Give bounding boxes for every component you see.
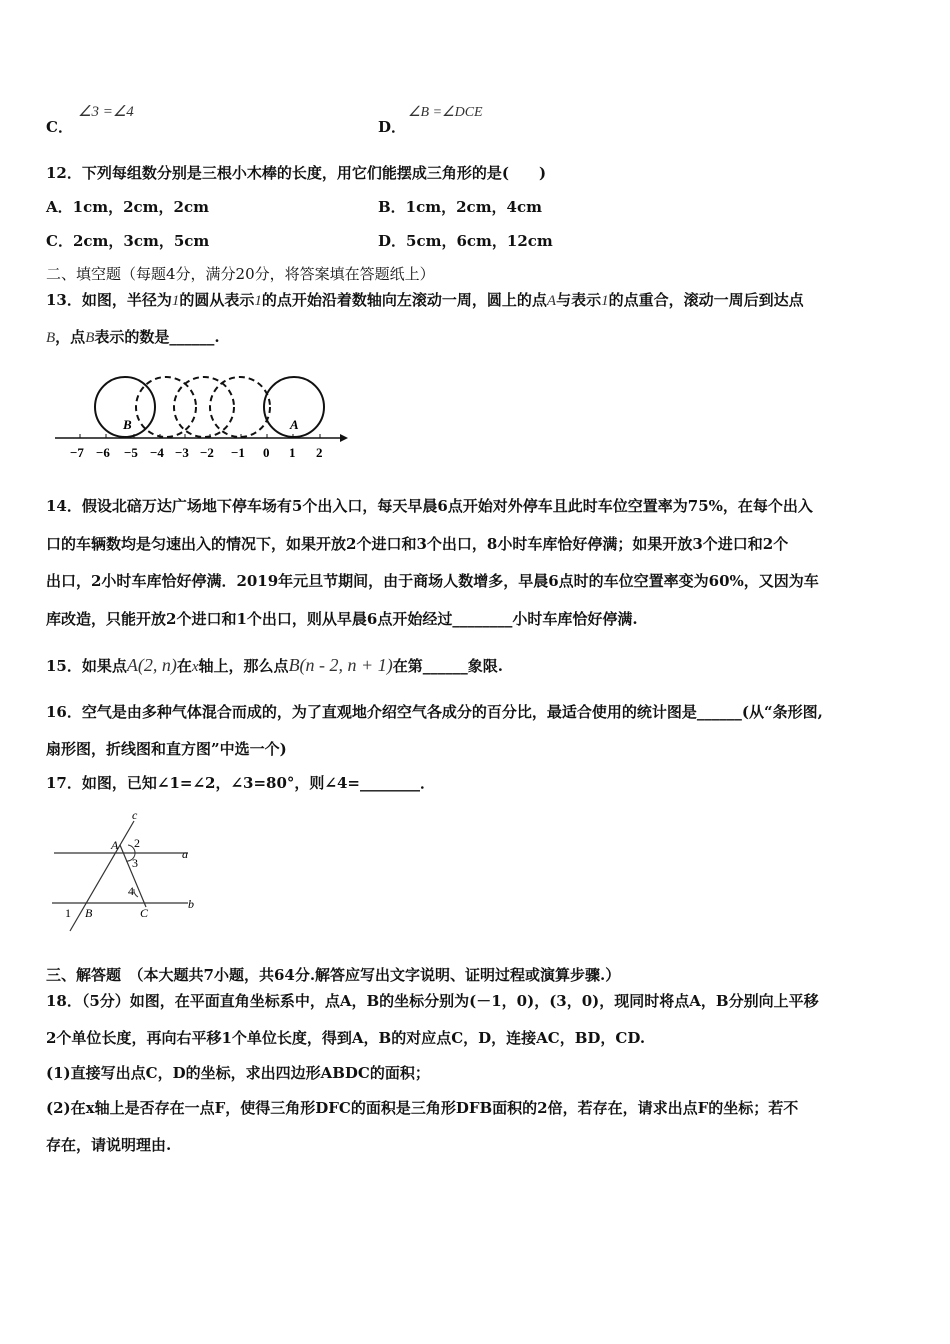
axis-arrow: [340, 434, 348, 442]
point-a-expression: A(2, n): [126, 655, 177, 675]
q14-line-2: 口的车辆数均是匀速出入的情况下，如果开放2个进口和3个出口，8小时车库恰好停满；如果开放3个进口和2个: [46, 535, 789, 553]
circle-dashed: [210, 377, 270, 437]
tick-label: 1: [289, 445, 296, 460]
q11-option-c: [46, 116, 73, 137]
label-C: C: [140, 906, 149, 920]
label-A: A: [111, 838, 119, 852]
point-label-b: B: [123, 417, 132, 432]
q13-text: ，点: [55, 328, 86, 346]
q13-text: 的点开始沿着数轴向左滚动一周，圆上的点: [261, 291, 547, 309]
label-a: a: [182, 847, 188, 861]
tick-label: 2: [316, 445, 323, 460]
q13-number-line-figure: [50, 365, 360, 465]
q18-part-1: (1)直接写出点C，D的坐标，求出四边形ABDC的面积；: [46, 1064, 430, 1082]
q17-parallel-lines-figure: [48, 805, 208, 935]
q15-text: 在: [176, 657, 192, 675]
label-c: c: [132, 808, 138, 822]
q12-stem: 12．下列每组数分别是三根小木棒的长度，用它们能摆成三角形的是( ): [46, 164, 547, 182]
q13-text: 与表示: [556, 291, 602, 309]
tick-label: −1: [231, 445, 245, 460]
q13-num: 1: [171, 293, 180, 309]
q11-option-d-math: ∠B =∠DCE: [408, 105, 483, 120]
option-label: C．: [46, 118, 73, 136]
q13-num: 1: [601, 293, 609, 309]
option-label: D．: [378, 118, 407, 136]
q18-line-1: 18．（5分）如图，在平面直角坐标系中，点A，B的坐标分别为(－1，0)，(3，0)，现同时将点A，B分别向上平移: [46, 992, 819, 1010]
tick-label: 0: [263, 445, 270, 460]
section-3-heading: 三、解答题 （本大题共7小题，共64分.解答应写出文字说明、证明过程或演算步骤.）: [46, 966, 621, 984]
line-c: [70, 821, 134, 931]
angle-label-1: 1: [65, 906, 71, 920]
q18-part-2-line-2: 存在，请说明理由.: [46, 1136, 172, 1154]
q11-option-d: [378, 116, 406, 137]
tick-label: −7: [70, 445, 84, 460]
tick-label: −4: [150, 445, 164, 460]
q13-text: 的圆从表示: [179, 291, 255, 309]
q12-option-d: D．5cm，6cm，12cm: [378, 232, 553, 250]
q13-point: B: [46, 330, 56, 346]
circle-dashed: [174, 377, 234, 437]
q15-stem: [46, 655, 503, 676]
q14-line-3: 出口，2小时车库恰好停满．2019年元旦节期间，由于商场人数增多，早晨6点时的车位空置率变为60%，又因为车: [46, 572, 819, 590]
q18-line-2: 2个单位长度，再向右平移1个单位长度，得到A，B的对应点C，D，连接AC，BD，CD.: [46, 1029, 646, 1047]
label-b: b: [188, 897, 194, 911]
q13-line-2: [46, 326, 220, 347]
q15-text: 15．如果点: [46, 657, 127, 675]
q15-text: 在第______象限.: [392, 657, 503, 675]
q12-option-b: B．1cm，2cm，4cm: [378, 198, 543, 216]
q18-part-2-line-1: (2)在x轴上是否存在一点F，使得三角形DFC的面积是三角形DFB面积的2倍，若存在，请求出点F的坐标；若不: [46, 1099, 799, 1117]
q13-text: 表示的数是______.: [94, 328, 220, 346]
angle-label-4: 4: [128, 884, 134, 898]
label-B: B: [85, 906, 93, 920]
q13-num: 1: [254, 293, 262, 309]
tick-label: −5: [124, 445, 138, 460]
q12-option-a: A．1cm，2cm，2cm: [46, 198, 209, 216]
angle-label-3: 3: [132, 856, 138, 870]
tick-label: −2: [200, 445, 214, 460]
tick-label: −3: [175, 445, 189, 460]
tick-label: −6: [96, 445, 110, 460]
angle-label-2: 2: [134, 836, 140, 850]
q13-point: B: [85, 330, 95, 346]
q16-line-2: 扇形图，折线图和直方图”中选一个): [46, 740, 287, 758]
q13-point: A: [546, 293, 557, 309]
q13-line-1: [46, 289, 804, 310]
q11-option-c-math: ∠3 =∠4: [78, 104, 134, 120]
q13-text: 13．如图，半径为: [46, 291, 172, 309]
q13-text: 的点重合，滚动一周后到达点: [608, 291, 804, 309]
q15-text: 轴上，那么点: [198, 657, 289, 675]
q12-option-c: C．2cm，3cm，5cm: [46, 232, 210, 250]
q17-stem: 17．如图，已知∠1=∠2，∠3=80°，则∠4=________．: [46, 774, 435, 792]
q14-line-1: 14．假设北碚万达广场地下停车场有5个出入口，每天早晨6点开始对外停车且此时车位空置率为75%，在每个出入: [46, 497, 813, 515]
q14-line-4: 库改造，只能开放2个进口和1个出口，则从早晨6点开始经过________小时车库恰好停满.: [46, 610, 638, 628]
angle-arc: [134, 889, 138, 897]
point-b-expression: B(n - 2, n + 1): [288, 655, 393, 675]
x-axis-symbol: x: [191, 659, 199, 675]
section-2-heading: 二、填空题（每题4分，满分20分，将答案填在答题纸上）: [46, 265, 435, 283]
point-label-a: A: [290, 417, 299, 432]
q16-line-1: 16．空气是由多种气体混合而成的，为了直观地介绍空气各成分的百分比，最适合使用的统计图是______(从“条形图,: [46, 703, 823, 721]
